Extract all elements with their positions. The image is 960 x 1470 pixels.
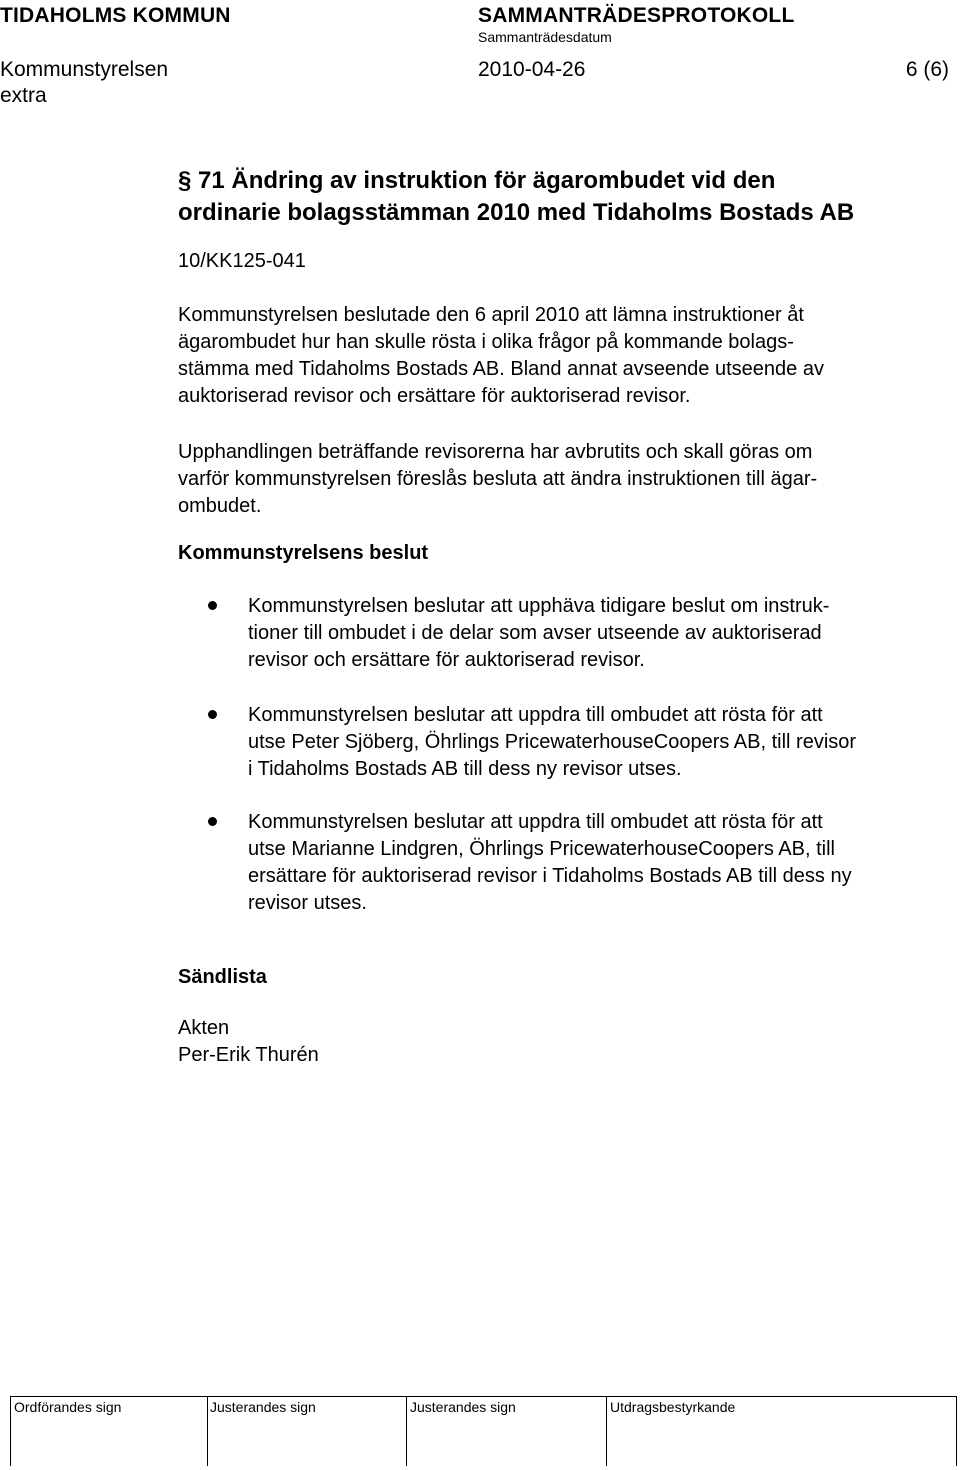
decision-item-text — [248, 593, 829, 674]
decision-line: revisor och ersättare för auktoriserad revisor. — [248, 649, 645, 671]
section-title-line-1: 71 Ändring av instruktion för ägarombudet vid den — [198, 167, 776, 194]
signature-label: Ordförandes sign — [14, 1399, 122, 1415]
meeting-date: 2010-04-26 — [478, 58, 586, 81]
paragraph-line: stämma med Tidaholms Bostads AB. Bland annat avseende utseende av — [178, 358, 824, 380]
signature-box-adjuster-2 — [407, 1396, 607, 1466]
distribution-recipient: Akten — [178, 1017, 230, 1039]
meeting-type: extra — [0, 84, 47, 107]
decision-item-text — [248, 702, 856, 783]
background-paragraph — [178, 302, 938, 410]
bullet-icon — [208, 710, 217, 719]
decision-line: i Tidaholms Bostads AB till dess ny revisor utses. — [248, 758, 682, 780]
paragraph-line: ägarombudet hur han skulle rösta i olika frågor på kommande bolags- — [178, 331, 794, 353]
signature-box-chair — [10, 1396, 208, 1466]
page-number: 6 (6) — [905, 58, 949, 81]
paragraph-line: ombudet. — [178, 495, 262, 517]
paragraph-line: auktoriserad revisor och ersättare för auktoriserad revisor. — [178, 385, 691, 407]
decision-line: utse Peter Sjöberg, Öhrlings PricewaterhouseCoopers AB, till revisor — [248, 731, 857, 753]
section-title — [178, 165, 854, 229]
decision-item-text — [248, 809, 852, 917]
paragraph-line: varför kommunstyrelsen föreslås besluta att ändra instruktionen till ägar- — [178, 468, 818, 490]
procurement-paragraph — [178, 439, 938, 520]
decision-line: ersättare för auktoriserad revisor i Tidaholms Bostads AB till dess ny — [248, 865, 852, 887]
distribution-heading: Sändlista — [178, 966, 267, 988]
signature-label: Justerandes sign — [210, 1399, 316, 1415]
signature-box-certification — [607, 1396, 957, 1466]
paragraph-line: Upphandlingen beträffande revisorerna har avbrutits och skall göras om — [178, 441, 813, 463]
date-label: Sammanträdesdatum — [478, 29, 612, 45]
governing-body: Kommunstyrelsen — [0, 58, 169, 81]
case-number: 10/KK125-041 — [178, 250, 306, 272]
decision-heading: Kommunstyrelsens beslut — [178, 542, 429, 564]
signature-label: Justerandes sign — [410, 1399, 516, 1415]
signature-label: Utdragsbestyrkande — [610, 1399, 736, 1415]
decision-line: revisor utses. — [248, 892, 367, 914]
bullet-icon — [208, 601, 217, 610]
paragraph-line: Kommunstyrelsen beslutade den 6 april 2010 att lämna instruktioner åt — [178, 304, 804, 326]
distribution-recipient: Per-Erik Thurén — [178, 1044, 319, 1066]
organization-name: TIDAHOLMS KOMMUN — [0, 4, 231, 27]
section-title-line-2: ordinarie bolagsstämman 2010 med Tidaholms Bostads AB — [178, 199, 855, 226]
decision-line: tioner till ombudet i de delar som avser utseende av auktoriserad — [248, 622, 822, 644]
decision-line: Kommunstyrelsen beslutar att upphäva tidigare beslut om instruk- — [248, 595, 830, 617]
decision-line: utse Marianne Lindgren, Öhrlings PricewaterhouseCoopers AB, till — [248, 838, 835, 860]
decision-line: Kommunstyrelsen beslutar att uppdra till ombudet att rösta för att — [248, 704, 823, 726]
bullet-icon — [208, 817, 217, 826]
section-symbol: § — [178, 167, 192, 194]
document-type: SAMMANTRÄDESPROTOKOLL — [478, 4, 795, 27]
signature-box-adjuster-1 — [207, 1396, 407, 1466]
decision-line: Kommunstyrelsen beslutar att uppdra till ombudet att rösta för att — [248, 811, 823, 833]
